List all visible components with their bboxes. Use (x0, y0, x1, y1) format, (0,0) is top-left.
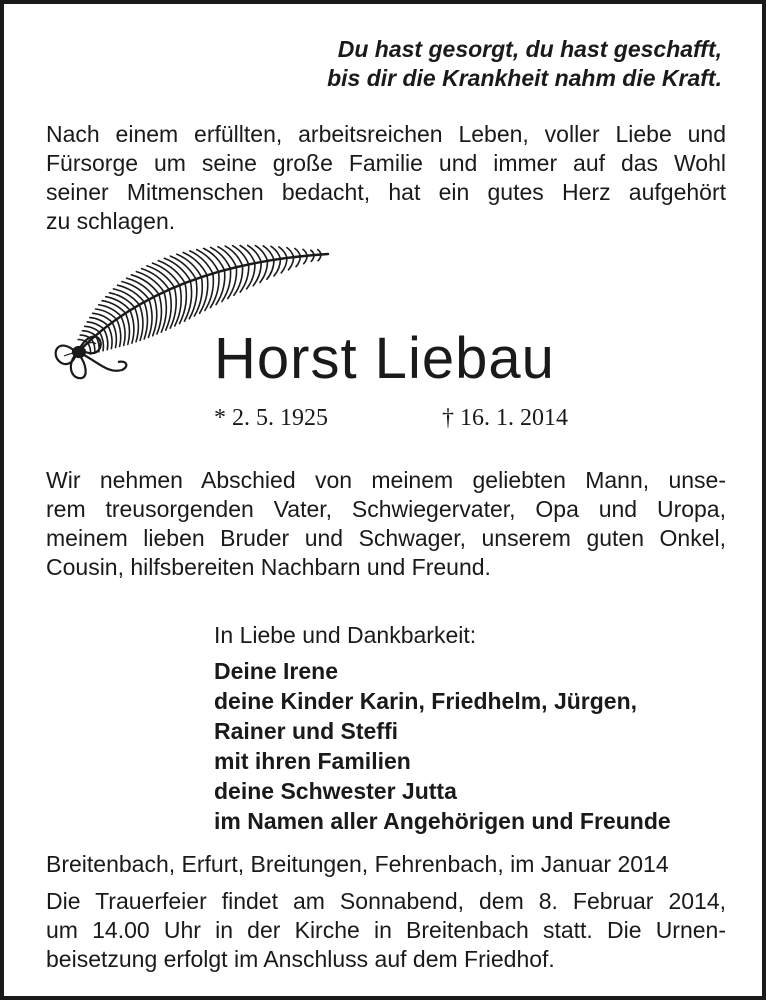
mourner-line: deine Kinder Karin, Friedhelm, Jürgen, (214, 688, 638, 714)
death-date: † 16. 1. 2014 (442, 405, 568, 431)
intro-line: zu schlagen. (46, 208, 176, 234)
intro-line: Fürsorge um seine große Familie und immer auf das Wohl (46, 150, 726, 176)
motto-line: Du hast gesorgt, du hast geschafft, (337, 36, 722, 62)
farewell-line: Wir nehmen Abschied von meinem geliebten Mann, unse- (46, 467, 726, 493)
motto-verse (327, 35, 722, 93)
farewell-line: Cousin, hilfsbereiten Nachbarn und Freund. (46, 554, 491, 580)
funeral-info (46, 887, 726, 974)
farewell-paragraph (46, 466, 726, 582)
funeral-line: beisetzung erfolgt im Anschluss auf dem Friedhof. (46, 946, 555, 972)
funeral-line: um 14.00 Uhr in der Kirche in Breitenbach statt. Die Urnen- (46, 917, 726, 943)
farewell-line: rem treusorgenden Vater, Schwiegervater, Opa und Uropa, (46, 496, 726, 522)
place-and-date: Breitenbach, Erfurt, Breitungen, Fehrenbach, im Januar 2014 (46, 851, 669, 877)
mourners-list (214, 656, 671, 836)
deceased-name: Horst Liebau (214, 326, 555, 391)
intro-line: seiner Mitmenschen bedacht, hat ein gutes Herz aufgehört (46, 179, 726, 205)
mourner-line: deine Schwester Jutta (214, 778, 457, 804)
funeral-line: Die Trauerfeier findet am Sonnabend, dem 8. Februar 2014, (46, 888, 726, 914)
thanks-line: In Liebe und Dankbarkeit: (214, 622, 477, 648)
mourner-line: Deine Irene (214, 658, 338, 684)
mourner-line: im Namen aller Angehörigen und Freunde (214, 808, 671, 834)
intro-line: Nach einem erfüllten, arbeitsreichen Leben, voller Liebe und (46, 121, 726, 147)
mourner-line: Rainer und Steffi (214, 718, 399, 744)
birth-date: * 2. 5. 1925 (214, 405, 328, 431)
farewell-line: meinem lieben Bruder und Schwager, unserem guten Onkel, (46, 525, 726, 551)
intro-paragraph (46, 120, 726, 236)
motto-line: bis dir die Krankheit nahm die Kraft. (327, 65, 722, 91)
mourner-line: mit ihren Familien (214, 748, 411, 774)
